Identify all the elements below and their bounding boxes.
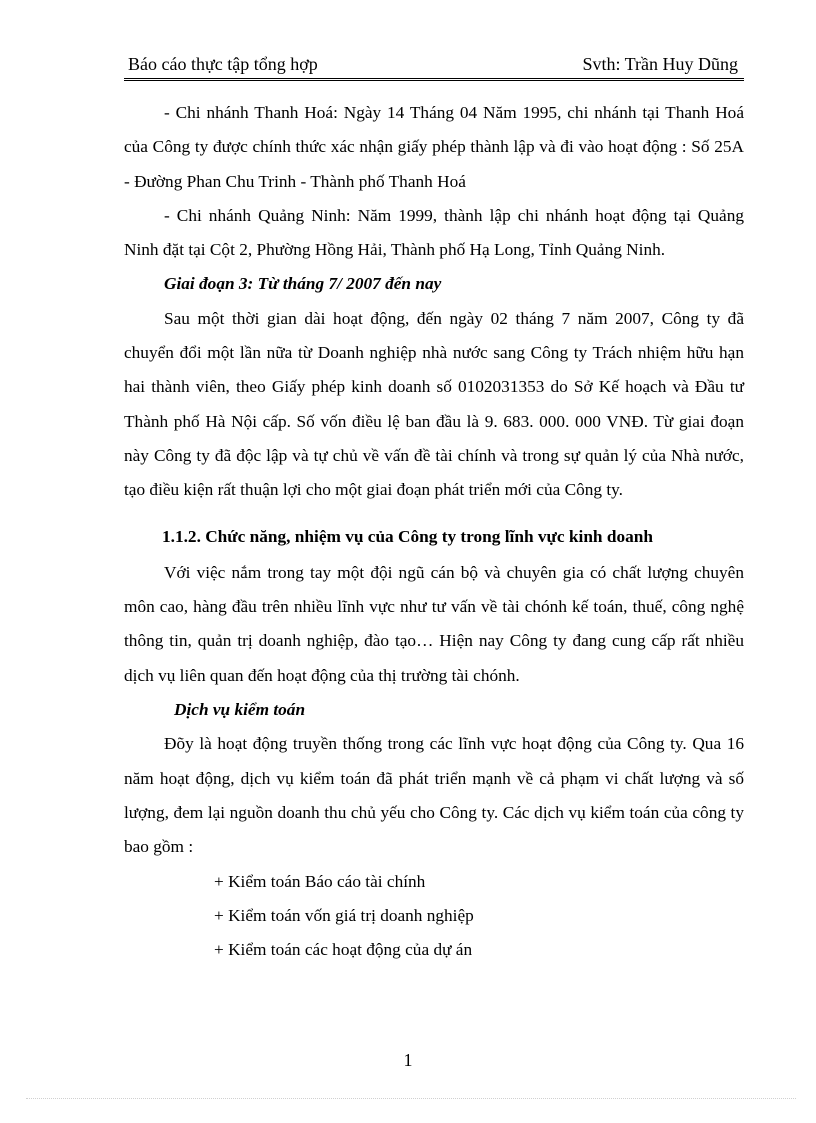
paragraph-audit-services: Đõy là hoạt động truyền thống trong các lĩnh vực hoạt động của Công ty. Qua 16 năm hoạt động, dịch vụ kiểm toán đã phát triển mạnh về cả phạm vi chất lượng và số lượng, đem lại nguồn doanh thu chủ yếu cho Công ty. Các dịch vụ kiểm toán của công ty bao gồm :	[124, 734, 744, 857]
list-item-enterprise-value-audit: + Kiểm toán vốn giá trị doanh nghiệp	[214, 905, 474, 925]
page-number: 1	[403, 1050, 413, 1070]
paragraph-quang-ninh-branch: - Chi nhánh Quảng Ninh: Năm 1999, thành lập chi nhánh hoạt động tại Quảng Ninh đặt tại Cột 2, Phường Hồng Hải, Thành phố Hạ Long, Tỉnh Quảng Ninh.	[124, 205, 744, 260]
paragraph-thanh-hoa-branch: - Chi nhánh Thanh Hoá: Ngày 14 Tháng 04 Năm 1995, chi nhánh tại Thanh Hoá của Công ty được chính thức xác nhận giấy phép thành lập và đi vào hoạt động : Số 25A - Đường Phan Chu Trinh - Thành phố Thanh Hoá	[124, 103, 744, 191]
stage-3-heading: Giai đoạn 3: Từ tháng 7/ 2007 đến nay	[164, 274, 442, 294]
page-header	[124, 52, 744, 81]
paragraph-stage-3: Sau một thời gian dài hoạt động, đến ngày 02 tháng 7 năm 2007, Công ty đã chuyển đổi một lần nữa từ Doanh nghiệp nhà nước sang Công ty Trách nhiệm hữu hạn hai thành viên, theo Giấy phép kinh doanh số 0102031353 do Sở Kế hoạch và Đầu tư Thành phố Hà Nội cấp. Số vốn điều lệ ban đầu là 9. 683. 000. 000 VNĐ. Từ giai đoạn này Công ty đã độc lập và tự chủ về vấn đề tài chính và trong sự quản lý của Nhà nước, tạo điều kiện rất thuận lợi cho một giai đoạn phát triển mới của Công ty.	[124, 308, 744, 500]
list-item-project-audit: + Kiểm toán các hoạt động của dự án	[214, 940, 473, 960]
audit-services-heading: Dịch vụ kiểm toán	[174, 700, 306, 720]
list-item-financial-audit: + Kiểm toán Báo cáo tài chính	[214, 871, 426, 891]
paragraph-services-intro: Với việc nắm trong tay một đội ngũ cán bộ và chuyên gia có chất lượng chuyên môn cao, hàng đầu trên nhiều lĩnh vực như tư vấn về tài chónh kế toán, thuế, công nghệ thông tin, quản trị doanh nghiệp, đào tạo… Hiện nay Công ty đang cung cấp rất nhiều dịch vụ liên quan đến hoạt động của thị trường tài chónh.	[124, 562, 744, 685]
page-bottom-divider	[26, 1098, 796, 1099]
header-report-title: Báo cáo thực tập tổng hợp	[128, 54, 318, 74]
document-body	[124, 96, 744, 967]
header-student-name: Svth: Trần Huy Dũng	[582, 54, 738, 74]
section-heading-functions: 1.1.2. Chức năng, nhiệm vụ của Công ty trong lĩnh vực kinh doanh	[162, 526, 653, 546]
